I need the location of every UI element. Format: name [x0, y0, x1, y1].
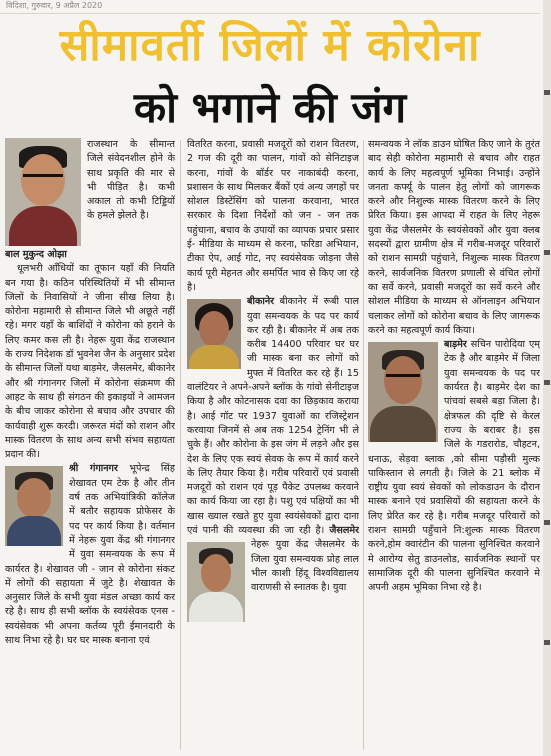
headline-line-1: सीमावर्ती जिलों में कोरोना: [59, 20, 481, 71]
lead-paragraph: राजस्थान के सीमान्त जिले संवेदनशील होने के साथ प्रकृति की मार से भी पीड़ित है। कभी अकाल तो कभी टिड्डियों के हमले झेलते है।: [87, 139, 175, 222]
article-paragraph: धूलभरी आँधियों का तूफान यहाँ की नियति बन गया है। कठिन परिस्थितियों में भी सीमान्त जिलों के निवासियों ने जीना सीख लिया है। कोरोना महामारी से सीमान्त जिले भी अछूते नहीं रहे। मगर यहाँ के बाशिंदों ने कोरोना को हराने के लिए कमर कस ली है। नेहरू युवा केंद्र राजस्थान के राज्य निदेशक डॉ भुवनेश जैन के अनुसार प्रदेश के सीमान्त जिलों यथा बाड़मेर, जैसलमेर, बीकानेर और श्री गंगानगर जिलों में कोरोना संक्रमण की आहट के साथ ही संगठन की इकाइयों ने आमजन के बीच जाकर कोरोना से बचाव और उपचार की कार्यवाही शुरू करदी। जरूरत मंदों को राशन और मास्क वितरण के साथ अन्य सभी संभव सहायता प्रदान की।: [5, 263, 175, 461]
article-column-2: [187, 138, 359, 750]
article-paragraph: नेहरू युवा केंद्र जैसलमेर के जिला युवा समन्वयक प्रोह लाल भील काशी हिंदू विश्वविद्यालय वाराणसी से स्नातक है। युवा: [251, 539, 359, 594]
article-paragraph: सचिन पारोदिया एम् टेक है और बाड़मेर में जिला युवा समन्वयक के पद पर कार्यरत है। बाड़मेर देश का पांचवां सबसे बड़ा जिला है। क्षेत्रफल की दृष्टि से केरल राज्य के बराबर है। इस जिले के गडरारोड, चौहटन, धनाऊ, सेड़वा ब्लाक ,को सीमा पड़ौसी मुल्क पाकिस्तान से लगती है। जिले के 21 ब्लोक में राष्ट्रीय युवा स्वयं सेवकों को लोकडाउन के दौरान मास्क बनाने एवं प्रवासियों की सहायता करने के लिए प्रेरित कर रहे है। गरीब मजदूर परिवारों को राशन सामग्री पहुँचाने नि:शुल्क मास्क वितरण करने,होम क्वारंटीन की पालना सुनिश्चित करवाने मे आरोग्य सेतु डाउनलोड, सार्वजनिक स्थानों पर सामाजिक दूरी की पालना सुनिश्चित करवाने मे अपनी अहम भूमिका निभा रहे है।: [368, 339, 540, 594]
column-divider: [363, 140, 364, 750]
person-photo-barmer: [368, 342, 438, 442]
article-paragraph: बीकानेर में रूबी पाल युवा समन्वयक के पद पर कार्य कर रही है। बीकानेर में अब तक करीब 14400 परिवार घर घर जी मास्क बना कर लोगों को मुफ्त में वितरित कर रहे हैं। 15 वालंटियर ने अपने-अपने ब्लॉक के गांवो सेनीटाइज किया है और कोटनासक दवा का छिड़काव कराया है। आई गॉट पर 1937 युवाओं का रजिस्ट्रेशन करवाया जिनमें से अब तक 1254 ट्रेनिंग भी ले चुके हैं। और कोरोना के इस जंग में लड़ने और इस देश के लिए एक स्वयं सेवक के रूप में कार्य करने के लिए तैयार किया है। गरीब परिवारों एवं प्रवासी मजदूरों को राशन एवं पूड़ पैकेट उपलब्ध करवाने का कार्य किया जा रहा है। पशु एवं पक्षियों का भी खास ख्याल रखते हुए युवा स्वयंसेवकों द्वारा दाना एवं पानी की व्यवस्था की जा रही है।: [187, 296, 359, 537]
person-photo-bikaner: [187, 299, 241, 369]
location-label: श्री गंगानगर: [69, 463, 118, 475]
location-label: बाड़मेर: [444, 339, 467, 351]
article-column-1: [5, 138, 175, 750]
page-topline: विदिशा, गुरुवार, 9 अप्रैल 2020: [0, 0, 540, 14]
person-photo-sriganganagar: [5, 466, 63, 546]
article-paragraph: वितरित करना, प्रवासी मजदूरों को राशन वितरण, 2 गज की दूरी का पालन, गांवों को सेनिटाइज करना, गांवों के बॉर्डर पर नाकाबंदी करना, प्रशासन के साथ मिलकर बैंकों एवं अन्य जगहों पर सोशल डिस्टेंसिंग को पालना करवाना, भारत सरकार के दिशा निर्देशों को जन - जन तक पहुंचाना, बचाव के उपायों का व्यापक प्रचार प्रसार ई- मीडिया के माध्यम से करना, फरिडा अभियान, टीका ऐप, आई गोट, नए स्वयंसेवक जोड़ना जैसे कार्य पूरी मेहनत और समर्पित भाव से किए जा रहे है।: [187, 139, 359, 293]
adjacent-page-edge: [543, 0, 551, 756]
article-paragraph: भूपेन्द्र सिंह शेखावत एम टेक है और तीन वर्ष तक अभियांत्रिकी कॉलेज में बतौर सहायक प्रोफेसर के पद पर कार्य किया है। वर्तमान में नेहरू युवा केंद्र श्री गंगानगर में युवा समन्वयक के रूप में कार्यरत है। शेखावत जी - जान से कोरोना संकट में लोगों की सहायता में जुटे है। शेखावत के अनुसार जिले के सभी युवा मंडल अच्छा कार्य कर रहे है। साथ ही सभी ब्लॉक के स्वयंसेवक एनस - स्वयंसेवक भी अपना कर्तव्य पूरी ईमानदारी के साथ निभा रहे है। घर घर मास्क बनाना एवं: [5, 463, 175, 647]
column-divider: [180, 140, 181, 750]
location-label: बीकानेर: [247, 296, 275, 308]
location-label: जैसलमेर: [329, 525, 359, 537]
author-byline: बाल मुकुन्द ओझा: [5, 249, 67, 260]
person-photo-jaisalmer: [187, 542, 245, 622]
article-paragraph: समन्वयक ने लॉक डाउन घोषित किए जाने के तुरंत बाद सेही कोरोना महामारी से बचाव और राहत कार्य के लिए महत्वपूर्ण भूमिका निभाई। उन्होंने जनता कर्फ्यू के पालन हेतु लोगों को जागरूक करने और निशुल्क मास्क वितरण करने के लिए प्रेरित किया। इस आपदा में राहत के लिए नेहरू युवा केंद्र जैसलमेर के स्वयंसेवकों और युवा क्लब सदस्यों द्वारा ग्रामीण क्षेत्र में गरीब-मजदूर परिवारों को राशन सामग्री पहुंचाने, निशुल्क मास्क वितरण करने, सार्वजनिक वितरण प्रणाली से वंचित लोगों का सर्वे करने, प्रवासी मजदूरों का सर्वे करने और सोशल मीडिया के माध्यम से ऑनलाइन अभियान चलाकर लोगों को कोरोना बचाव के लिए जागरूक करने का महत्वपूर्ण कार्य किया।: [368, 139, 540, 336]
article-column-3: [368, 138, 540, 750]
headline-line-2: को भगाने की जंग: [133, 83, 407, 132]
author-photo: [5, 138, 81, 246]
